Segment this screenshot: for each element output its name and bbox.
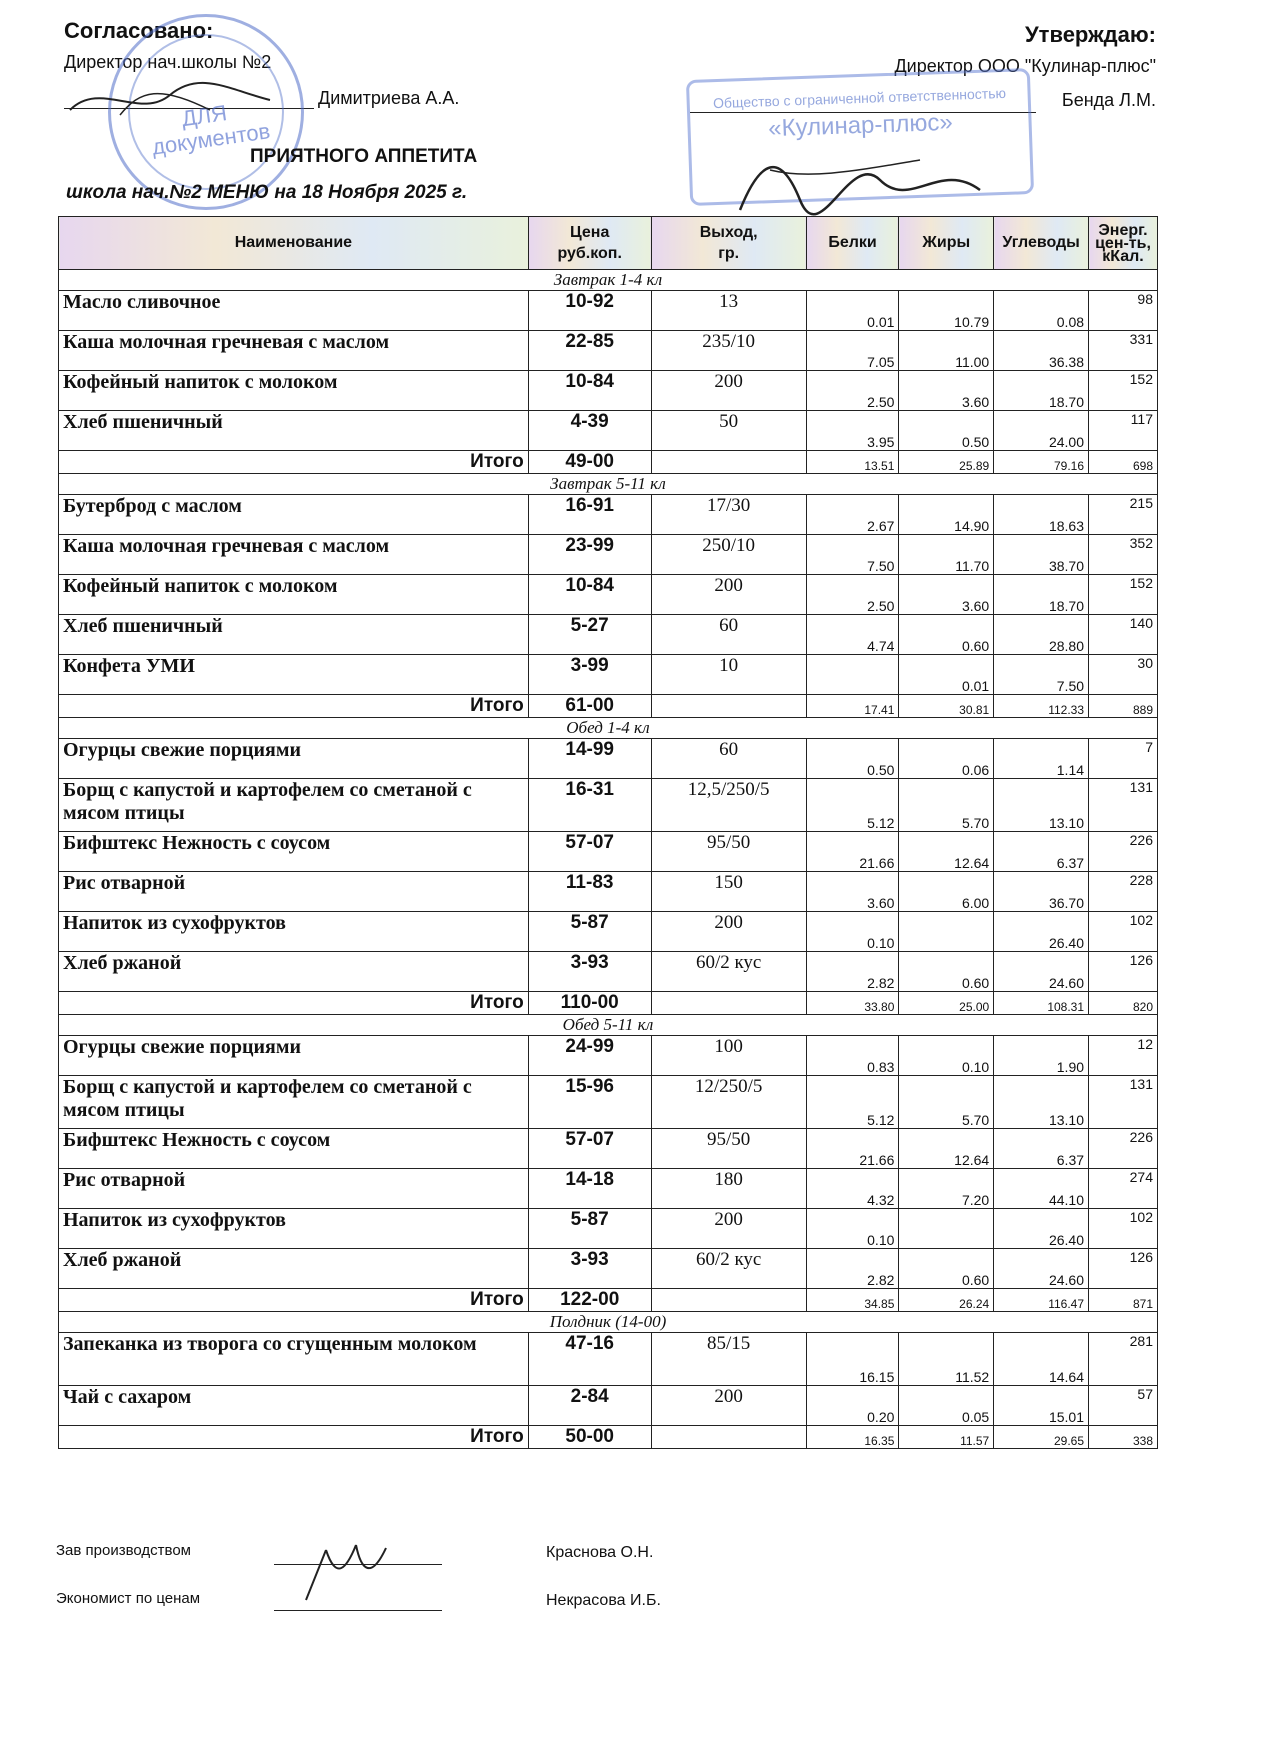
col-price-line1: Цена [570,224,610,241]
dish-price: 16-91 [528,495,651,535]
section-title: Завтрак 1-4 кл [59,270,1158,291]
dish-carbs: 26.40 [994,1209,1089,1249]
total-yield-empty [651,695,806,718]
dish-fat [899,1209,994,1249]
dish-yield: 85/15 [651,1333,806,1386]
table-row [59,1333,1158,1386]
dish-yield: 95/50 [651,1129,806,1169]
dish-name: Хлеб пшеничный [59,411,529,451]
total-row [59,695,1158,718]
total-kcal: 889 [1089,695,1158,718]
dish-kcal: 131 [1089,779,1158,832]
dish-yield: 13 [651,291,806,331]
dish-kcal: 102 [1089,1209,1158,1249]
dish-kcal: 226 [1089,832,1158,872]
col-carbs-header: Углеводы [994,217,1089,270]
total-protein: 13.51 [806,451,899,474]
section-row [59,1312,1158,1333]
col-energy-line2: цен-ть, [1095,234,1151,252]
dish-kcal: 228 [1089,872,1158,912]
round-stamp-text: ДЛЯ документов [150,100,272,160]
dish-name: Масло сливочное [59,291,529,331]
dish-carbs: 1.14 [994,739,1089,779]
dish-price: 16-31 [528,779,651,832]
dish-name: Огурцы свежие порциями [59,739,529,779]
total-fat: 30.81 [899,695,994,718]
dish-yield: 250/10 [651,535,806,575]
menu-body [59,270,1158,1449]
total-carbs: 116.47 [994,1289,1089,1312]
section-row [59,474,1158,495]
dish-kcal: 131 [1089,1076,1158,1129]
dish-protein: 0.50 [806,739,899,779]
dish-price: 4-39 [528,411,651,451]
dish-kcal: 140 [1089,615,1158,655]
dish-name: Кофейный напиток с молоком [59,575,529,615]
dish-fat: 0.60 [899,615,994,655]
col-protein-header: Белки [806,217,899,270]
dish-kcal: 102 [1089,912,1158,952]
dish-kcal: 12 [1089,1036,1158,1076]
dish-kcal: 117 [1089,411,1158,451]
table-row [59,1036,1158,1076]
economist-name: Некрасова И.Б. [546,1592,661,1609]
dish-price: 3-93 [528,1249,651,1289]
section-title: Полдник (14-00) [59,1312,1158,1333]
table-row [59,615,1158,655]
dish-protein: 0.10 [806,912,899,952]
dish-price: 57-07 [528,1129,651,1169]
total-kcal: 820 [1089,992,1158,1015]
dish-kcal: 126 [1089,952,1158,992]
col-energy-header [1089,217,1158,270]
table-row [59,411,1158,451]
dish-price: 57-07 [528,832,651,872]
dish-yield: 235/10 [651,331,806,371]
dish-carbs: 7.50 [994,655,1089,695]
dish-carbs: 38.70 [994,535,1089,575]
dish-kcal: 30 [1089,655,1158,695]
dish-price: 2-84 [528,1386,651,1426]
dish-price: 23-99 [528,535,651,575]
dish-protein: 5.12 [806,1076,899,1129]
total-fat: 25.00 [899,992,994,1015]
dish-yield: 200 [651,1386,806,1426]
dish-protein: 5.12 [806,779,899,832]
approve-title: Утверждаю: [1025,22,1156,47]
production-head-name: Краснова О.Н. [546,1544,654,1561]
dish-fat: 5.70 [899,1076,994,1129]
dish-name: Хлеб пшеничный [59,615,529,655]
total-fat: 11.57 [899,1426,994,1449]
table-row [59,291,1158,331]
company-stamp-line2: «Кулинар-плюс» [767,108,954,143]
dish-protein: 4.32 [806,1169,899,1209]
total-price: 50-00 [528,1426,651,1449]
dish-kcal: 152 [1089,575,1158,615]
dish-fat: 11.70 [899,535,994,575]
dish-kcal: 152 [1089,371,1158,411]
table-row [59,832,1158,872]
dish-price: 15-96 [528,1076,651,1129]
dish-kcal: 226 [1089,1129,1158,1169]
total-row [59,1426,1158,1449]
dish-carbs: 13.10 [994,1076,1089,1129]
signature-agreed [60,70,280,130]
dish-kcal: 352 [1089,535,1158,575]
approve-name: Бенда Л.М. [1061,90,1156,110]
dish-name: Напиток из сухофруктов [59,1209,529,1249]
dish-yield: 200 [651,575,806,615]
menu-table [58,216,1158,1449]
dish-name: Борщ с капустой и картофелем со сметаной с мясом птицы [59,779,529,832]
total-row [59,1289,1158,1312]
dish-name: Кофейный напиток с молоком [59,371,529,411]
dish-price: 11-83 [528,872,651,912]
dish-protein: 0.01 [806,291,899,331]
dish-carbs: 26.40 [994,912,1089,952]
dish-kcal: 281 [1089,1333,1158,1386]
dish-kcal: 331 [1089,331,1158,371]
dish-carbs: 1.90 [994,1036,1089,1076]
dish-fat: 0.01 [899,655,994,695]
approve-role: Директор ООО "Кулинар-плюс" [894,56,1156,76]
dish-protein: 7.05 [806,331,899,371]
dish-protein: 3.60 [806,872,899,912]
dish-yield: 180 [651,1169,806,1209]
dish-yield: 150 [651,872,806,912]
dish-price: 14-18 [528,1169,651,1209]
dish-yield: 60/2 кус [651,1249,806,1289]
dish-protein: 0.83 [806,1036,899,1076]
col-price-line2: руб.коп. [557,245,622,262]
dish-yield: 100 [651,1036,806,1076]
dish-yield: 12,5/250/5 [651,779,806,832]
economist-role: Экономист по ценам [56,1590,201,1607]
total-price: 61-00 [528,695,651,718]
dish-price: 5-87 [528,1209,651,1249]
dish-protein: 2.50 [806,575,899,615]
section-title: Обед 5-11 кл [59,1015,1158,1036]
dish-fat: 3.60 [899,371,994,411]
dish-fat: 6.00 [899,872,994,912]
agreed-name: Димитриева А.А. [318,88,460,108]
total-label: Итого [59,1289,529,1312]
dish-carbs: 15.01 [994,1386,1089,1426]
dish-protein: 21.66 [806,832,899,872]
dish-protein: 2.82 [806,952,899,992]
dish-yield: 60 [651,739,806,779]
dish-protein: 2.82 [806,1249,899,1289]
dish-carbs: 0.08 [994,291,1089,331]
col-energy-line3: кКал. [1102,247,1144,265]
dish-name: Бифштекс Нежность с соусом [59,1129,529,1169]
dish-name: Бутерброд с маслом [59,495,529,535]
dish-fat [899,912,994,952]
dish-carbs: 36.70 [994,872,1089,912]
total-kcal: 871 [1089,1289,1158,1312]
agreed-role: Директор нач.школы №2 [64,52,272,72]
dish-kcal: 7 [1089,739,1158,779]
dish-protein: 21.66 [806,1129,899,1169]
table-row [59,575,1158,615]
dish-price: 5-27 [528,615,651,655]
table-row [59,739,1158,779]
dish-carbs: 36.38 [994,331,1089,371]
total-row [59,992,1158,1015]
total-price: 110-00 [528,992,651,1015]
dish-name: Чай с сахаром [59,1386,529,1426]
dish-fat: 12.64 [899,832,994,872]
col-yield-line2: гр. [718,245,740,262]
dish-yield: 12/250/5 [651,1076,806,1129]
total-protein: 17.41 [806,695,899,718]
dish-protein: 3.95 [806,411,899,451]
dish-carbs: 6.37 [994,832,1089,872]
total-yield-empty [651,992,806,1015]
dish-name: Каша молочная гречневая с маслом [59,331,529,371]
table-row [59,1129,1158,1169]
total-carbs: 29.65 [994,1426,1089,1449]
dish-price: 10-84 [528,371,651,411]
dish-carbs: 18.70 [994,371,1089,411]
total-carbs: 108.31 [994,992,1089,1015]
table-row [59,1209,1158,1249]
production-head-role: Зав производством [56,1542,191,1559]
table-row [59,1249,1158,1289]
dish-kcal: 57 [1089,1386,1158,1426]
dish-fat: 12.64 [899,1129,994,1169]
dish-name: Борщ с капустой и картофелем со сметаной с мясом птицы [59,1076,529,1129]
dish-fat: 0.60 [899,952,994,992]
total-carbs: 112.33 [994,695,1089,718]
total-fat: 26.24 [899,1289,994,1312]
section-title: Завтрак 5-11 кл [59,474,1158,495]
total-protein: 33.80 [806,992,899,1015]
dish-fat: 3.60 [899,575,994,615]
table-row [59,952,1158,992]
dish-price: 24-99 [528,1036,651,1076]
dish-protein: 16.15 [806,1333,899,1386]
col-name-header: Наименование [59,217,529,270]
dish-protein [806,655,899,695]
dish-carbs: 18.63 [994,495,1089,535]
total-protein: 34.85 [806,1289,899,1312]
company-stamp-line1: Общество с ограниченной ответственностью [712,84,1007,112]
section-row [59,1015,1158,1036]
dish-name: Рис отварной [59,1169,529,1209]
total-price: 122-00 [528,1289,651,1312]
dish-name: Каша молочная гречневая с маслом [59,535,529,575]
total-row [59,451,1158,474]
table-row [59,371,1158,411]
total-price: 49-00 [528,451,651,474]
dish-protein: 0.20 [806,1386,899,1426]
dish-fat: 7.20 [899,1169,994,1209]
dish-carbs: 14.64 [994,1333,1089,1386]
section-title: Обед 1-4 кл [59,718,1158,739]
dish-protein: 4.74 [806,615,899,655]
dish-name: Огурцы свежие порциями [59,1036,529,1076]
total-yield-empty [651,451,806,474]
col-energy-line1: Энерг. [1098,221,1148,239]
dish-fat: 0.05 [899,1386,994,1426]
dish-protein: 2.67 [806,495,899,535]
signature-economist [296,1540,396,1610]
dish-price: 47-16 [528,1333,651,1386]
table-row [59,912,1158,952]
dish-carbs: 24.60 [994,1249,1089,1289]
total-kcal: 698 [1089,451,1158,474]
dish-fat: 11.00 [899,331,994,371]
dish-fat: 10.79 [899,291,994,331]
total-fat: 25.89 [899,451,994,474]
total-yield-empty [651,1289,806,1312]
col-yield-header [651,217,806,270]
dish-name: Хлеб ржаной [59,952,529,992]
menu-title: школа нач.№2 МЕНЮ на 18 Ноября 2025 г. [66,182,468,203]
dish-price: 3-93 [528,952,651,992]
table-row [59,1386,1158,1426]
dish-name: Конфета УМИ [59,655,529,695]
dish-protein: 2.50 [806,371,899,411]
dish-carbs: 28.80 [994,615,1089,655]
dish-price: 22-85 [528,331,651,371]
dish-price: 5-87 [528,912,651,952]
dish-yield: 60 [651,615,806,655]
dish-kcal: 98 [1089,291,1158,331]
agreed-title: Согласовано: [64,18,214,43]
dish-fat: 14.90 [899,495,994,535]
col-fat-header: Жиры [899,217,994,270]
dish-price: 3-99 [528,655,651,695]
dish-fat: 11.52 [899,1333,994,1386]
dish-name: Бифштекс Нежность с соусом [59,832,529,872]
dish-fat: 0.10 [899,1036,994,1076]
dish-carbs: 44.10 [994,1169,1089,1209]
dish-name: Запеканка из творога со сгущенным молоком [59,1333,529,1386]
total-carbs: 79.16 [994,451,1089,474]
appetite-heading: ПРИЯТНОГО АППЕТИТА [250,146,478,167]
dish-yield: 95/50 [651,832,806,872]
dish-name: Рис отварной [59,872,529,912]
dish-price: 10-92 [528,291,651,331]
dish-carbs: 13.10 [994,779,1089,832]
table-row [59,495,1158,535]
dish-carbs: 24.00 [994,411,1089,451]
dish-yield: 60/2 кус [651,952,806,992]
dish-fat: 0.50 [899,411,994,451]
dish-yield: 50 [651,411,806,451]
dish-fat: 5.70 [899,779,994,832]
dish-yield: 200 [651,912,806,952]
dish-yield: 17/30 [651,495,806,535]
total-label: Итого [59,451,529,474]
dish-protein: 0.10 [806,1209,899,1249]
economist-signature-line [274,1610,442,1611]
col-yield-line1: Выход, [699,224,758,241]
table-row [59,535,1158,575]
table-row [59,1076,1158,1129]
dish-name: Напиток из сухофруктов [59,912,529,952]
dish-kcal: 126 [1089,1249,1158,1289]
dish-price: 10-84 [528,575,651,615]
dish-carbs: 24.60 [994,952,1089,992]
total-label: Итого [59,695,529,718]
total-protein: 16.35 [806,1426,899,1449]
total-label: Итого [59,1426,529,1449]
dish-price: 14-99 [528,739,651,779]
total-kcal: 338 [1089,1426,1158,1449]
dish-carbs: 18.70 [994,575,1089,615]
dish-kcal: 215 [1089,495,1158,535]
dish-kcal: 274 [1089,1169,1158,1209]
total-yield-empty [651,1426,806,1449]
section-row [59,718,1158,739]
table-row [59,1169,1158,1209]
table-row [59,655,1158,695]
col-price-header [528,217,651,270]
table-row [59,779,1158,832]
dish-fat: 0.60 [899,1249,994,1289]
table-header-row [59,217,1158,270]
dish-name: Хлеб ржаной [59,1249,529,1289]
section-row [59,270,1158,291]
dish-yield: 10 [651,655,806,695]
dish-carbs: 6.37 [994,1129,1089,1169]
dish-yield: 200 [651,371,806,411]
total-label: Итого [59,992,529,1015]
dish-yield: 200 [651,1209,806,1249]
company-stamp-text [699,78,1021,145]
table-row [59,872,1158,912]
table-row [59,331,1158,371]
dish-fat: 0.06 [899,739,994,779]
dish-protein: 7.50 [806,535,899,575]
